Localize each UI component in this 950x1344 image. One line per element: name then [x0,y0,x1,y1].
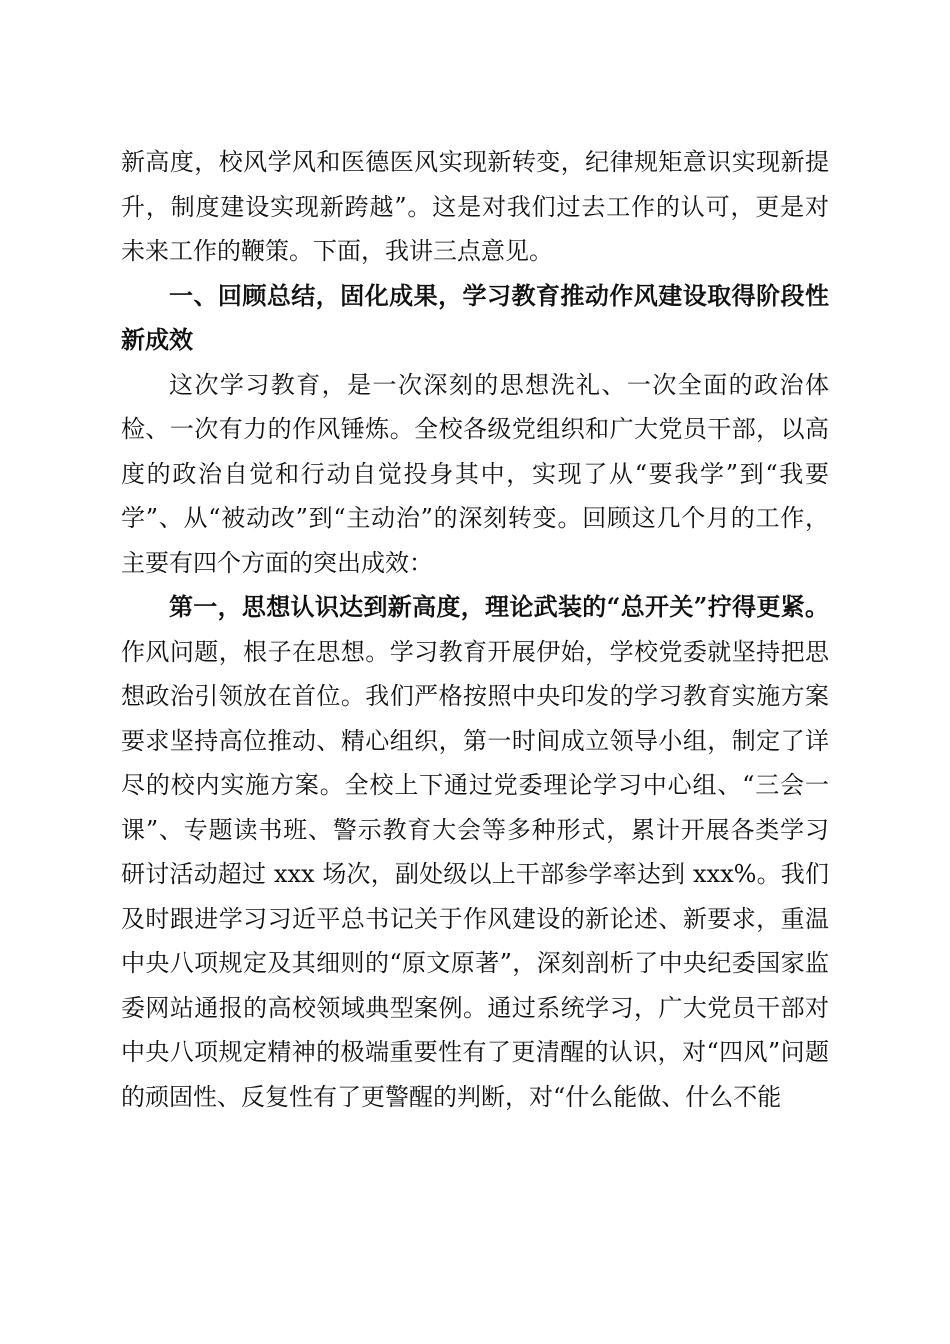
document-body [121,140,829,1119]
paragraph-lead-sentence: 第一，思想认识达到新高度，理论武装的“总开关”拧得更紧。 [169,592,829,621]
body-paragraph-2: 这次学习教育，是一次深刻的思想洗礼、一次全面的政治体检、一次有力的作风锤炼。全校各级党组织和广大党员干部，以高度的政治自觉和行动自觉投身其中，实现了从“要我学”到“我要学”、从“被动改”到“主动治”的深刻转变。回顾这几个月的工作，主要有四个方面的突出成效： [121,370,829,577]
body-paragraph-3 [121,585,829,1119]
paragraph-body-text: 作风问题，根子在思想。学习教育开展伊始，学校党委就坚持把思想政治引领放在首位。我们严格按照中央印发的学习教育实施方案要求坚持高位推动、精心组织，第一时间成立领导小组，制定了详尽的校内实施方案。全校上下通过党委理论学习中心组、“三会一课”、专题读书班、警示教育大会等多种形式，累计开展各类学习研讨活动超过 xxx 场次，副处级以上干部参学率达到 xxx%。我们及时跟进学习习近平总书记关于作风建设的新论述、新要求，重温中央八项规定及其细则的“原文原著”，深刻剖析了中央纪委国家监委网站通报的高校领域典型案例。通过系统学习，广大党员干部对中央八项规定精神的极端重要性有了更清醒的认识，对“四风”问题的顽固性、反复性有了更警醒的判断，对“什么能做、什么不能 [121,637,829,1111]
body-paragraph-1: 新高度，校风学风和医德医风实现新转变，纪律规矩意识实现新提升，制度建设实现新跨越”。这是对我们过去工作的认可，更是对未来工作的鞭策。下面，我讲三点意见。 [121,148,829,265]
section-heading: 一、回顾总结，固化成果，学习教育推动作风建设取得阶段性新成效 [121,281,829,354]
